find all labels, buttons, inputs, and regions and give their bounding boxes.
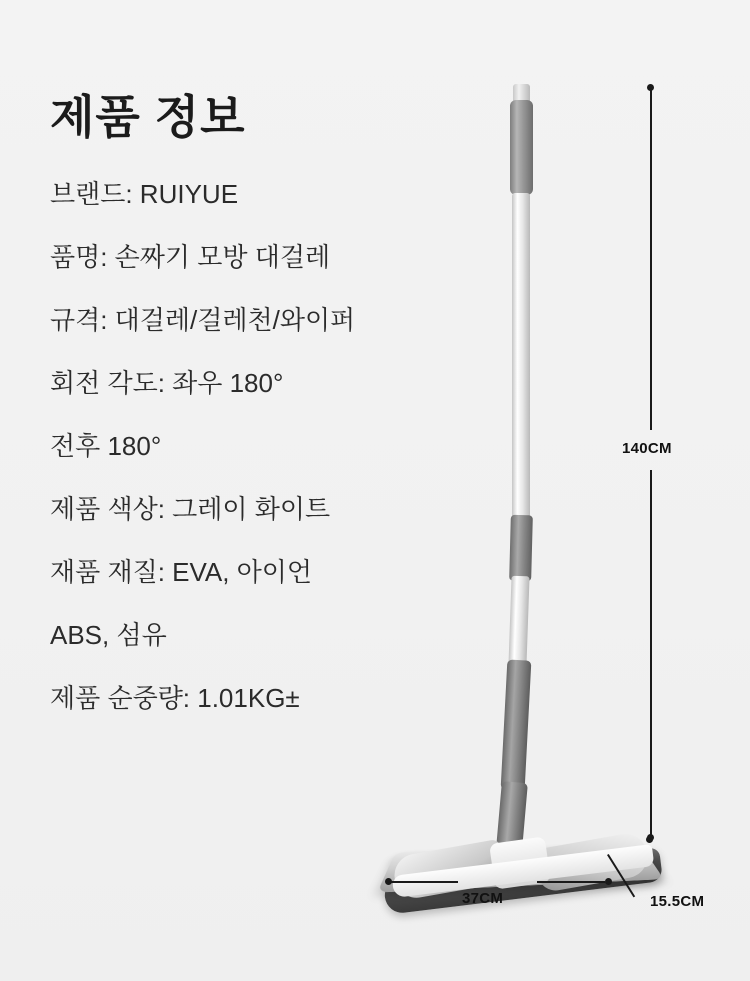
lower-pole bbox=[508, 576, 529, 667]
spec-product-name: 품명: 손짜기 모방 대걸레 bbox=[50, 241, 331, 272]
spec-standard: 규격: 대걸레/걸레천/와이퍼 bbox=[50, 304, 356, 335]
mop-head bbox=[378, 820, 668, 930]
spec-brand: 브랜드: RUIYUE bbox=[50, 178, 239, 209]
width-dim-line-right bbox=[537, 881, 605, 883]
width-dim-right-dot bbox=[605, 878, 612, 885]
height-dim-label: 140CM bbox=[622, 440, 672, 457]
spec-color: 제품 색상: 그레이 화이트 bbox=[50, 494, 331, 525]
spec-rotation-angle: 회전 각도: 좌우 180° bbox=[50, 367, 284, 398]
spec-rotation-front-back: 전후 180° bbox=[50, 430, 162, 461]
spec-material-continued: ABS, 섬유 bbox=[50, 620, 167, 651]
height-dim-line-lower bbox=[650, 470, 652, 836]
width-dim-label: 37CM bbox=[462, 890, 504, 907]
depth-dim-dot bbox=[646, 836, 653, 843]
page-title: 제품 정보 bbox=[50, 91, 246, 143]
spec-material: 재품 재질: EVA, 아이언 bbox=[50, 557, 313, 588]
handle-grip bbox=[510, 100, 533, 195]
width-dim-line-left bbox=[390, 881, 458, 883]
lower-joint bbox=[501, 659, 532, 790]
middle-joint bbox=[509, 515, 533, 582]
height-dim-line-upper bbox=[650, 88, 652, 430]
depth-dim-label: 15.5CM bbox=[650, 893, 705, 910]
spec-net-weight: 제품 순중량: 1.01KG± bbox=[50, 683, 300, 714]
upper-pole bbox=[512, 193, 530, 523]
